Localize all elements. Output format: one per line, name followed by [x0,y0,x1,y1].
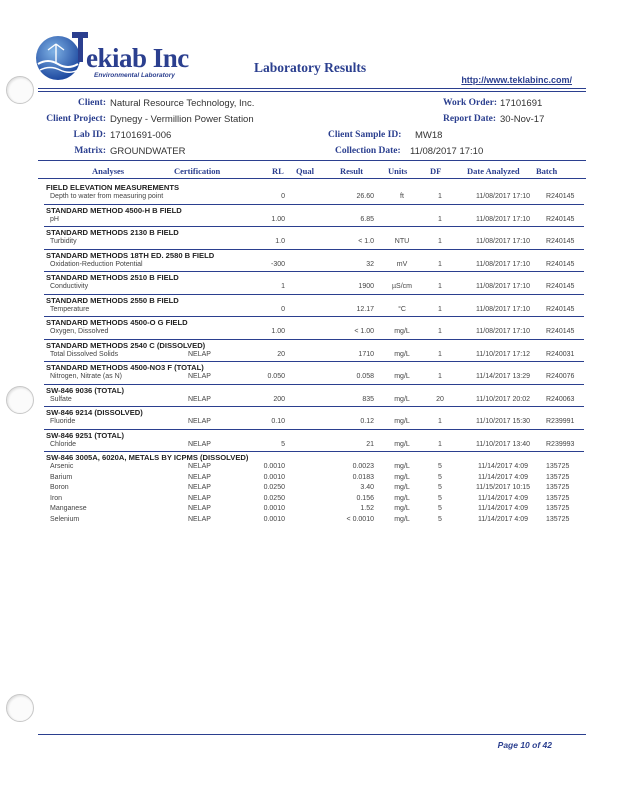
cell-df: 1 [438,238,442,245]
globe-logo-icon [34,28,90,84]
cell-rl: 0.0010 [263,515,285,523]
cell-certification: NELAP [188,373,211,380]
section-header: STANDARD METHODS 2510 B FIELD [44,271,584,283]
sample-id-label: Client Sample ID: [328,130,402,140]
cell-units: mg/L [394,505,410,512]
section-header: STANDARD METHODS 2550 B FIELD [44,294,584,306]
cell-batch: R240145 [546,260,575,268]
cell-batch: 135725 [546,505,570,512]
cell-df: 20 [436,395,444,403]
cell-certification: NELAP [188,473,211,481]
cell-analyte: Boron [50,484,69,491]
col-date-analyzed: Date Analyzed [467,166,520,176]
table-row [44,216,584,227]
cell-df: 1 [438,193,442,200]
cell-rl: 1 [281,283,285,290]
logo-wordmark: ekiab Inc [86,43,189,73]
punch-hole [6,694,34,722]
report-date-label: Report Date: [443,114,497,124]
work-order-value: 17101691 [500,98,543,109]
cell-rl: 1.00 [271,215,285,223]
cell-analyte: Depth to water from measuring point [50,193,164,200]
cell-result: 0.0183 [352,473,374,481]
section-header: FIELD ELEVATION MEASUREMENTS [46,183,180,192]
cell-batch: R240145 [546,215,575,223]
cell-analyte: pH [50,215,59,223]
table-header-divider [38,178,586,179]
website-link[interactable]: http://www.teklabinc.com/ [461,75,572,85]
cell-certification: NELAP [188,350,211,358]
cell-batch: R240145 [546,328,575,335]
cell-analyte: Arsenic [50,463,74,470]
cell-units: mg/L [394,473,410,481]
cell-result: 12.17 [356,305,374,313]
cell-units: mg/L [394,395,410,403]
cell-df: 1 [438,418,442,425]
cell-df: 1 [438,260,442,268]
cell-df: 1 [438,350,442,358]
cell-units: mg/L [394,440,410,448]
cell-batch: R240145 [546,238,575,245]
table-row [44,418,584,429]
cell-date-analyzed: 11/14/2017 4:09 [477,494,529,502]
punch-hole [6,76,34,104]
cell-rl: -300 [270,260,285,268]
cell-rl: 0.0010 [263,505,285,512]
cell-batch: R239993 [546,440,575,448]
cell-analyte: Selenium [50,515,80,523]
cell-analyte: Chloride [50,440,77,448]
cell-analyte: Oxidation-Reduction Potential [50,260,143,268]
cell-df: 1 [438,305,442,313]
col-units: Units [388,166,408,176]
cell-rl: 0.0010 [263,473,285,481]
cell-units: mg/L [394,418,410,425]
cell-certification: NELAP [188,484,211,491]
cell-analyte: Turbidity [50,238,77,245]
cell-units: mg/L [394,373,410,380]
cell-batch: R240145 [546,305,575,313]
cell-units: mV [396,260,408,268]
cell-date-analyzed: 11/08/2017 17:10 [476,305,530,313]
cell-result: 3.40 [360,484,374,491]
cell-result: 1710 [358,350,374,358]
cell-certification: NELAP [188,505,211,512]
cell-units: ft [400,193,404,200]
sample-id-value: MW18 [415,130,443,141]
cell-rl: 0 [281,193,285,200]
cell-rl: 0.050 [267,373,285,380]
cell-result: < 1.00 [354,328,374,335]
cell-units: mg/L [394,463,410,470]
cell-df: 5 [438,494,442,502]
cell-batch: 135725 [546,494,570,502]
cell-df: 5 [438,505,442,512]
cell-analyte: Fluoride [50,418,76,425]
matrix-value: GROUNDWATER [110,146,186,157]
collection-label: Collection Date: [335,146,401,156]
cell-rl: 0.0010 [263,463,285,470]
cell-batch: R240145 [546,283,575,290]
report-date-value: 30-Nov-17 [500,114,545,125]
cell-certification: NELAP [188,515,211,523]
section-header: STANDARD METHODS 4500-O G FIELD [44,316,584,328]
cell-result: 1.52 [360,505,374,512]
cell-batch: R240145 [546,193,575,200]
cell-batch: 135725 [546,484,570,491]
table-row [44,516,584,527]
cell-units: mg/L [394,494,410,502]
cell-analyte: Temperature [50,305,90,313]
cell-rl: 0.10 [271,418,285,425]
matrix-label: Matrix: [74,146,106,156]
lab-id-label: Lab ID: [73,130,106,140]
company-logo [34,28,194,84]
results-table [44,182,584,526]
cell-units: µS/cm [392,283,412,290]
cell-analyte: Manganese [50,505,87,512]
cell-date-analyzed: 11/08/2017 17:10 [476,193,530,200]
section-header: STANDARD METHODS 2130 B FIELD [44,226,584,238]
table-row [44,351,584,362]
cell-result: 1900 [358,283,374,290]
cell-df: 5 [438,473,442,481]
cell-rl: 5 [281,440,285,448]
cell-certification: NELAP [188,440,211,448]
cell-date-analyzed: 11/08/2017 17:10 [476,283,530,290]
cell-result: 0.12 [360,418,374,425]
cell-units: NTU [394,238,410,245]
cell-date-analyzed: 11/14/2017 4:09 [477,515,529,523]
cell-df: 1 [438,215,442,223]
cell-date-analyzed: 11/15/2017 10:15 [476,484,530,491]
col-certification: Certification [174,166,221,176]
section-header: SW-846 3005A, 6020A, METALS BY ICPMS (DISSOLVED) [44,451,584,463]
project-value: Dynegy - Vermillion Power Station [110,114,254,125]
cell-analyte: Iron [50,494,63,502]
client-value: Natural Resource Technology, Inc. [110,98,255,109]
table-top-divider [38,160,586,161]
footer-divider [38,734,586,735]
col-qual: Qual [296,166,314,176]
cell-df: 1 [438,373,442,380]
cell-batch: 135725 [546,463,570,470]
cell-date-analyzed: 11/10/2017 17:12 [476,350,530,358]
cell-batch: 135725 [546,515,570,523]
cell-result: 0.156 [356,494,374,502]
cell-date-analyzed: 11/14/2017 4:09 [477,505,529,512]
cell-batch: R239991 [546,418,575,425]
col-df: DF [430,166,442,176]
cell-batch: R240031 [546,350,575,358]
cell-units: °C [398,305,406,313]
cell-df: 5 [438,515,442,523]
project-label: Client Project: [46,114,106,124]
table-row [44,484,584,495]
section-header: STANDARD METHOD 4500-H B FIELD [44,204,584,216]
cell-analyte: Sulfate [50,395,72,403]
cell-df: 1 [438,328,442,335]
cell-certification: NELAP [188,418,211,425]
cell-df: 1 [438,283,442,290]
table-row [44,238,584,249]
cell-result: 0.058 [356,373,374,380]
cell-analyte: Total Dissolved Solids [50,350,119,358]
section-header: SW-846 9214 (DISSOLVED) [44,406,584,418]
col-batch: Batch [536,166,558,176]
section-header: SW-846 9036 (TOTAL) [44,384,584,396]
cell-rl: 200 [273,395,285,403]
page-title: Laboratory Results [254,60,367,75]
col-rl: RL [272,166,284,176]
cell-date-analyzed: 11/14/2017 4:09 [477,473,529,481]
cell-result: < 0.0010 [346,515,374,523]
cell-date-analyzed: 11/10/2017 13:40 [476,440,530,448]
lab-id-value: 17101691-006 [110,130,172,141]
cell-batch: 135725 [546,473,570,481]
cell-rl: 0.0250 [263,484,285,491]
cell-date-analyzed: 11/08/2017 17:10 [476,238,530,245]
table-row [44,463,584,474]
cell-certification: NELAP [188,395,211,403]
col-analyses: Analyses [92,166,125,176]
cell-rl: 20 [277,350,285,358]
header-divider [38,88,586,92]
table-row [44,373,584,384]
work-order-label: Work Order: [443,98,498,108]
table-row [44,306,584,317]
cell-date-analyzed: 11/08/2017 17:10 [476,215,530,223]
cell-date-analyzed: 11/14/2017 13:29 [476,373,530,380]
cell-analyte: Barium [50,473,73,481]
cell-units: mg/L [394,515,410,523]
cell-rl: 0.0250 [263,494,285,502]
section-header: STANDARD METHODS 2540 C (DISSOLVED) [44,339,584,351]
cell-date-analyzed: 11/10/2017 20:02 [476,395,530,403]
cell-result: 6.85 [360,215,374,223]
cell-result: 21 [366,440,374,448]
cell-df: 5 [438,463,442,470]
table-row [44,396,584,407]
table-row [44,441,584,452]
cell-analyte: Conductivity [50,283,89,290]
cell-date-analyzed: 11/08/2017 17:10 [476,260,530,268]
cell-df: 1 [438,440,442,448]
table-row [44,328,584,339]
table-row [44,283,584,294]
cell-batch: R240063 [546,395,575,403]
table-row [44,495,584,506]
cell-result: 32 [366,260,374,268]
cell-units: mg/L [394,484,410,491]
cell-rl: 0 [281,305,285,313]
cell-rl: 1.0 [275,238,285,245]
section-header: STANDARD METHODS 18TH ED. 2580 B FIELD [44,249,584,261]
cell-batch: R240076 [546,373,575,380]
table-row [44,505,584,516]
cell-rl: 1.00 [271,328,285,335]
cell-units: mg/L [394,350,410,358]
cell-certification: NELAP [188,463,211,470]
cell-date-analyzed: 11/10/2017 15:30 [476,418,530,425]
section-header: SW-846 9251 (TOTAL) [44,429,584,441]
punch-hole [6,386,34,414]
cell-units: mg/L [394,328,410,335]
cell-certification: NELAP [188,494,211,502]
cell-analyte: Nitrogen, Nitrate (as N) [50,373,122,380]
cell-analyte: Oxygen, Dissolved [50,328,109,335]
table-row [44,261,584,272]
cell-df: 5 [438,484,442,491]
cell-result: < 1.0 [358,238,374,245]
col-result: Result [340,166,364,176]
cell-result: 835 [362,395,374,403]
cell-date-analyzed: 11/08/2017 17:10 [476,328,530,335]
table-row [44,193,584,204]
client-label: Client: [78,98,106,108]
page-number: Page 10 of 42 [497,740,552,750]
table-row [44,474,584,485]
collection-value: 11/08/2017 17:10 [410,146,484,157]
logo-subtitle: Environmental Laboratory [94,72,175,79]
section-header: STANDARD METHODS 4500-NO3 F (TOTAL) [44,361,584,373]
cell-result: 0.0023 [352,463,374,470]
cell-date-analyzed: 11/14/2017 4:09 [477,463,529,470]
cell-result: 26.60 [356,193,374,200]
